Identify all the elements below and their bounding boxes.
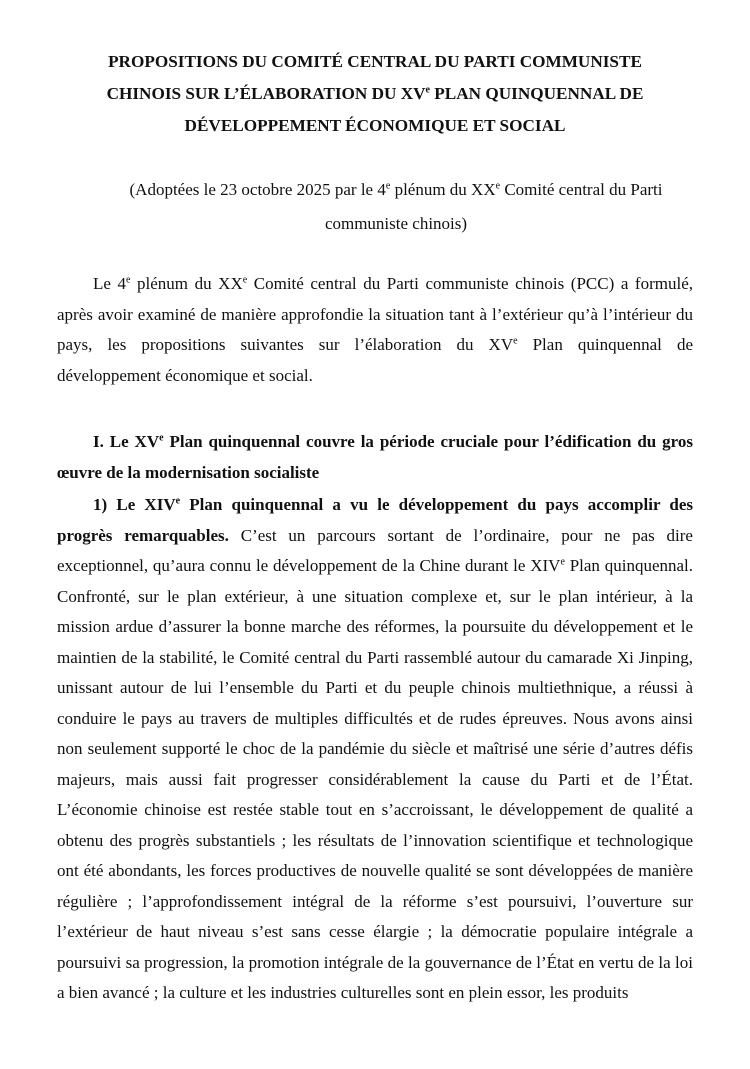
adoption-note-part-2: plénum du XX xyxy=(390,180,496,199)
intro-part-4: Plan quinquennal de développement économique et social. xyxy=(57,335,693,385)
body-paragraph xyxy=(57,490,693,1009)
title-part-2: PLAN QUINQUENNAL DE DÉVELOPPEMENT ÉCONOMIQUE ET SOCIAL xyxy=(184,84,644,135)
section-heading-part-2: Plan quinquennal couvre la période cruciale pour l’édification du gros œuvre de la modernisation socialiste xyxy=(57,432,693,482)
body-text-2: Plan quinquennal. Confronté, sur le plan extérieur, à une situation complexe et, sur le plan intérieur, à la mission ardue d’assurer la bonne marche des réformes, la poursuite du développement et le maintien de la stabilité, le Comité central du Parti rassemblé autour du camarade Xi Jinping, unissant autour de lui l’ensemble du Parti et du peuple chinois multiethnique, a réussi à conduire le pays au travers de multiples difficultés et de rudes épreuves. Nous avons ainsi non seulement supporté le choc de la pandémie du siècle et maîtrisé une série d’autres défis majeurs, mais aussi fait progresser considérablement la cause du Parti et de l’État. L’économie chinoise est restée stable tout en s’accroissant, le développement de qualité a obtenu des progrès substantiels ; les résultats de l’innovation scientifique et technologique ont été abondants, les forces productives de nouvelle qualité se sont développées de manière régulière ; l’approfondissement intégral de la réforme s’est poursuivi, l’ouverture sur l’extérieur de haut niveau s’est sans cesse élargie ; la démocratie populaire intégrale a poursuivi sa progression, la promotion intégrale de la gouvernance de l’État en vertu de la loi a bien avancé ; la culture et les industries culturelles sont en plein essor, les produits xyxy=(57,556,694,1002)
adoption-note-sup-1: e xyxy=(385,180,391,192)
intro-paragraph xyxy=(57,269,693,391)
intro-sup-2: e xyxy=(242,274,248,286)
section-heading xyxy=(57,427,693,488)
intro-part-2: plénum du XX xyxy=(130,274,243,293)
body-bold-lead-2: Plan quinquennal a vu le développement du pays accomplir des progrès remarquables. xyxy=(57,495,693,545)
adoption-note-part-3: Comité central du Parti communiste chinois) xyxy=(324,180,663,233)
section-heading-sup: e xyxy=(159,432,164,444)
body-bold-lead-1: 1) Le XIV xyxy=(93,495,176,514)
document-title xyxy=(70,46,680,142)
title-superscript: e xyxy=(425,84,430,96)
intro-sup-1: e xyxy=(126,274,131,286)
title-part-1: PROPOSITIONS DU COMITÉ CENTRAL DU PARTI COMMUNISTE CHINOIS SUR L’ÉLABORATION DU XV xyxy=(106,52,642,103)
body-sup: e xyxy=(560,556,565,568)
intro-sup-3: e xyxy=(513,335,518,347)
adoption-note xyxy=(96,173,696,241)
section-heading-part-1: I. Le XV xyxy=(93,432,160,451)
adoption-note-sup-2: e xyxy=(495,180,501,192)
intro-part-1: Le 4 xyxy=(93,274,127,293)
intro-part-3: Comité central du Parti communiste chinois (PCC) a formulé, après avoir examiné de manière approfondie la situation tant à l’extérieur qu’à l’intérieur du pays, les propositions suivantes sur l’élaboration du XV xyxy=(57,274,694,354)
body-text-1: C’est un parcours sortant de l’ordinaire, pour ne pas dire exceptionnel, qu’aura connu le développement de la Chine durant le XIV xyxy=(57,525,693,575)
body-bold-sup: e xyxy=(175,495,181,507)
adoption-note-part-1: (Adoptées le 23 octobre 2025 par le 4 xyxy=(129,180,386,199)
